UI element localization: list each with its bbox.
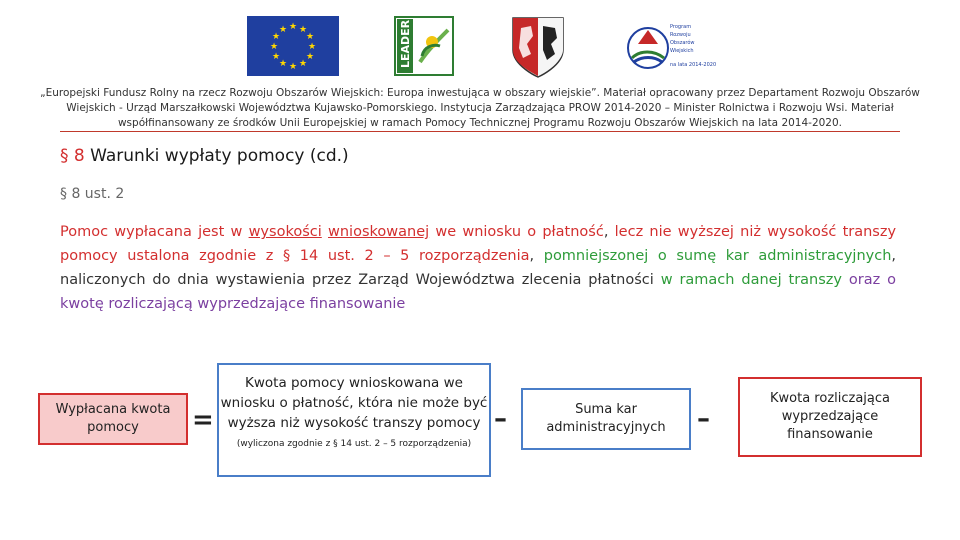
leader-logo-icon xyxy=(394,16,454,76)
para-part: , xyxy=(529,248,544,264)
requested-amount-note: (wyliczona zgodnie z § 14 ust. 2 – 5 rozporządzenia) xyxy=(236,439,472,449)
para-part: , xyxy=(603,224,615,240)
page-title xyxy=(60,146,349,166)
advance-settlement-box xyxy=(738,377,922,457)
rule-paragraph xyxy=(60,220,896,316)
svg-text:LEADER: LEADER xyxy=(399,19,412,68)
svg-text:Obszarów: Obszarów xyxy=(670,40,695,46)
equals-sign: = xyxy=(192,405,214,435)
svg-text:★: ★ xyxy=(305,52,315,62)
header-divider xyxy=(60,131,900,132)
svg-text:★: ★ xyxy=(298,25,308,35)
para-part: , naliczonych do dnia wystawienia przez Zarząd Województwa zlecenia płatności xyxy=(60,248,897,288)
minus-sign: – xyxy=(697,404,710,434)
svg-text:na lata 2014-2020: na lata 2014-2020 xyxy=(670,62,717,68)
para-part: oraz o kwotę rozliczającą wyprzedzające finansowanie xyxy=(60,272,896,312)
title-text: Warunki wypłaty pomocy (cd.) xyxy=(84,146,349,166)
penalties-sum-label: Suma kar administracyjnych xyxy=(546,402,666,435)
svg-text:★: ★ xyxy=(269,42,279,52)
payout-amount-label: Wypłacana kwota pomocy xyxy=(55,402,171,435)
svg-text:Wiejskich: Wiejskich xyxy=(670,48,694,54)
section-subtitle: § 8 ust. 2 xyxy=(60,186,125,202)
para-part: we wniosku o płatność xyxy=(429,224,604,240)
svg-text:★: ★ xyxy=(278,59,288,69)
svg-text:★: ★ xyxy=(307,42,317,52)
penalties-sum-box xyxy=(521,388,691,450)
eu-flag-icon xyxy=(247,16,339,76)
para-part: Pomoc wypłacana jest w xyxy=(60,224,249,240)
para-part xyxy=(842,272,849,288)
minus-sign: – xyxy=(494,404,507,434)
requested-amount-box xyxy=(217,363,491,477)
svg-text:★: ★ xyxy=(305,32,315,42)
payout-amount-box xyxy=(38,393,188,445)
svg-text:Program: Program xyxy=(670,24,692,30)
prow-logo-icon xyxy=(624,14,717,80)
title-section-number: § 8 xyxy=(60,146,85,166)
logo-bar xyxy=(0,14,960,82)
para-part: lecz nie wyższej niż wysokość transzy pomocy ustalona zgodnie z § 14 ust. 2 – 5 rozporządzenia xyxy=(60,224,897,264)
svg-text:★: ★ xyxy=(288,62,298,72)
requested-amount-label: Kwota pomocy wnioskowana we wniosku o płatność, która nie może być wyższa niż wysokość transzy pomocy xyxy=(220,375,488,431)
para-part: wnioskowanej xyxy=(328,224,430,240)
svg-text:★: ★ xyxy=(271,52,281,62)
para-part: pomniejszonej o sumę kar administracyjnych xyxy=(543,248,892,264)
svg-text:★: ★ xyxy=(271,32,281,42)
svg-text:★: ★ xyxy=(278,25,288,35)
svg-text:★: ★ xyxy=(288,22,298,32)
svg-text:★: ★ xyxy=(298,59,308,69)
svg-text:Rozwoju: Rozwoju xyxy=(670,32,691,38)
advance-settlement-label: Kwota rozliczająca wyprzedzające finansowanie xyxy=(770,391,890,442)
para-part: wysokości xyxy=(248,224,322,240)
crest-icon xyxy=(509,14,567,80)
funding-disclaimer: „Europejski Fundusz Rolny na rzecz Rozwoju Obszarów Wiejskich: Europa inwestująca w obszary wiejskie”. Materiał opracowany przez Departament Rozwoju Obszarów Wiejskich - Urząd Marszałkowski Województwa Kujawsko-Pomorskiego. Instytucja Zarządzająca PROW 2014-2020 – Minister Rolnictwa i Rozwoju Wsi. Materiał współfinansowany ze środków Unii Europejskiej w ramach Pomocy Technicznej Programu Rozwoju Obszarów Wiejskich na lata 2014-2020. xyxy=(40,87,920,129)
para-part: w ramach danej transzy xyxy=(660,272,842,288)
